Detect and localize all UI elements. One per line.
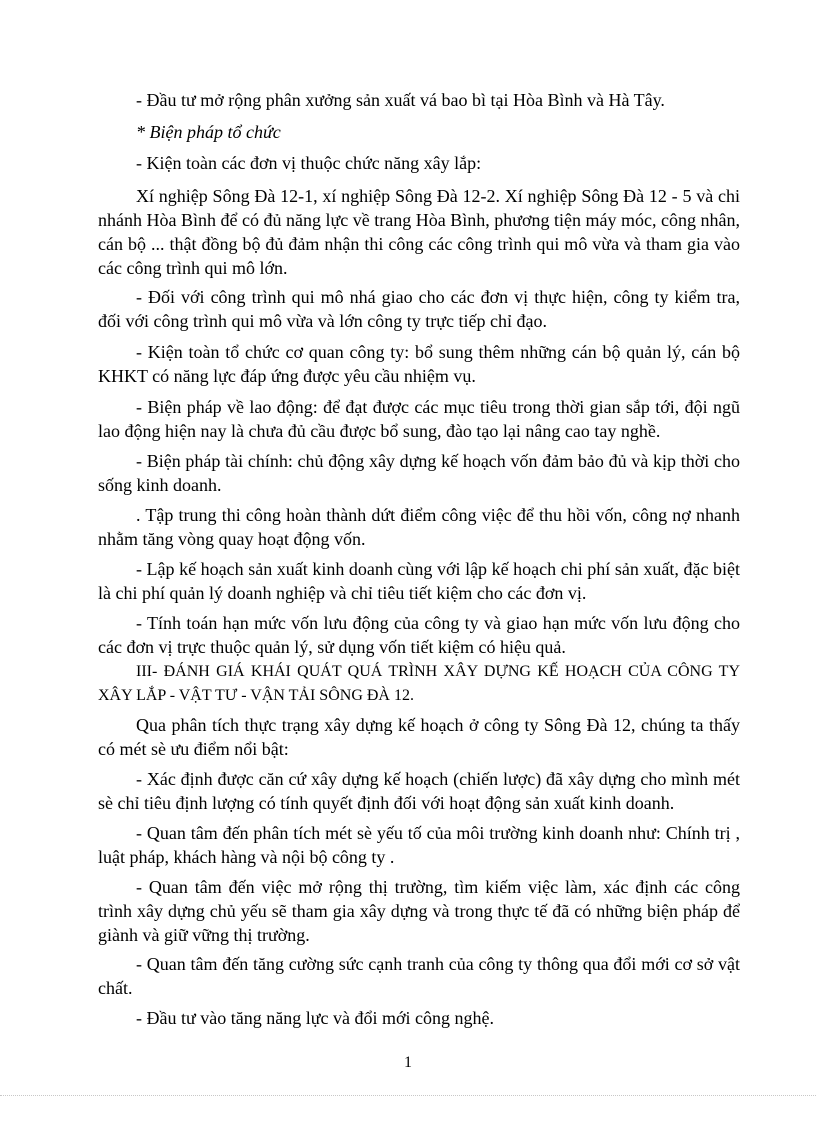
paragraph-small-projects: - Đối với công trình qui mô nhá giao cho các đơn vị thực hiện, công ty kiểm tra, đối với công trình qui mô vừa và lớn công ty trực tiếp chỉ đạo. bbox=[98, 287, 740, 331]
paragraph-business-planning: - Lập kế hoạch sản xuất kinh doanh cùng với lập kế hoạch chi phí sản xuất, đặc biệt là chi phí quản lý doanh nghiệp và chỉ tiêu tiết kiệm cho các đơn vị. bbox=[98, 559, 740, 603]
page-number: 1 bbox=[404, 1054, 412, 1071]
paragraph-competitiveness: - Quan tâm đến tăng cường sức cạnh tranh của công ty thông qua đổi mới cơ sở vật chất. bbox=[98, 954, 740, 998]
paragraph-labor-measures: - Biện pháp về lao động: để đạt được các mục tiêu trong thời gian sắp tới, đội ngũ lao động hiện nay là chưa đủ cầu được bổ sung, đào tạo lại nâng cao tay nghề. bbox=[98, 397, 740, 441]
paragraph-analysis-summary: Qua phân tích thực trạng xây dựng kế hoạch ở công ty Sông Đà 12, chúng ta thấy có mét sè ưu điểm nổi bật: bbox=[98, 715, 740, 759]
paragraph-focus-construction: . Tập trung thi công hoàn thành dứt điểm công việc để thu hồi vốn, công nợ nhanh nhằm tăng vòng quay hoạt động vốn. bbox=[98, 505, 740, 549]
subheading-organizational-measures: * Biện pháp tổ chức bbox=[136, 122, 281, 142]
paragraph-planning-basis: - Xác định được căn cứ xây dựng kế hoạch (chiến lược) đã xây dựng cho mình mét sè chỉ tiêu định lượng có tính quyết định đối với hoạt động sản xuất kinh doanh. bbox=[98, 769, 740, 813]
paragraph-technology-investment: - Đầu tư vào tăng năng lực và đổi mới công nghệ. bbox=[136, 1008, 494, 1028]
paragraph-environment-analysis: - Quan tâm đến phân tích mét sè yếu tố của môi trường kinh doanh như: Chính trị , luật pháp, khách hàng và nội bộ công ty . bbox=[98, 823, 740, 867]
paragraph-investment-expansion: - Đầu tư mở rộng phân xưởng sản xuất vá bao bì tại Hòa Bình và Hà Tây. bbox=[136, 90, 665, 110]
page-bottom-divider bbox=[0, 1095, 816, 1096]
paragraph-organization-consolidation: - Kiện toàn tổ chức cơ quan công ty: bổ sung thêm những cán bộ quản lý, cán bộ KHKT có năng lực đáp ứng được yêu cầu nhiệm vụ. bbox=[98, 342, 740, 386]
paragraph-market-expansion: - Quan tâm đến việc mở rộng thị trường, tìm kiếm việc làm, xác định các công trình xây dựng chủ yếu sẽ tham gia xây dựng và trong thực tế đã có những biện pháp để giành và giữ vững thị trường. bbox=[98, 877, 740, 945]
paragraph-working-capital: - Tính toán hạn mức vốn lưu động của công ty và giao hạn mức vốn lưu động cho các đơn vị trực thuộc quản lý, sử dụng vốn tiết kiệm có hiệu quả. bbox=[98, 613, 740, 657]
section-heading-iii: III- ĐÁNH GIÁ KHÁI QUÁT QUÁ TRÌNH XÂY DỰNG KẾ HOẠCH CỦA CÔNG TY XÂY LẮP - VẬT TƯ - VẬN TẢI SÔNG ĐÀ 12. bbox=[98, 663, 740, 704]
paragraph-financial-measures: - Biện pháp tài chính: chủ động xây dựng kế hoạch vốn đảm bảo đủ và kịp thời cho sống kinh doanh. bbox=[98, 451, 740, 495]
paragraph-consolidate-units: - Kiện toàn các đơn vị thuộc chức năng xây lắp: bbox=[136, 153, 482, 173]
paragraph-enterprises: Xí nghiệp Sông Đà 12-1, xí nghiệp Sông Đà 12-2. Xí nghiệp Sông Đà 12 - 5 và chi nhánh Hòa Bình để có đủ năng lực về trang Hòa Bình, phương tiện máy móc, công nhân, cán bộ ... thật đồng bộ đủ đảm nhận thi công các công trình qui mô vừa và tham gia vào các công trình qui mô lớn. bbox=[98, 186, 740, 278]
